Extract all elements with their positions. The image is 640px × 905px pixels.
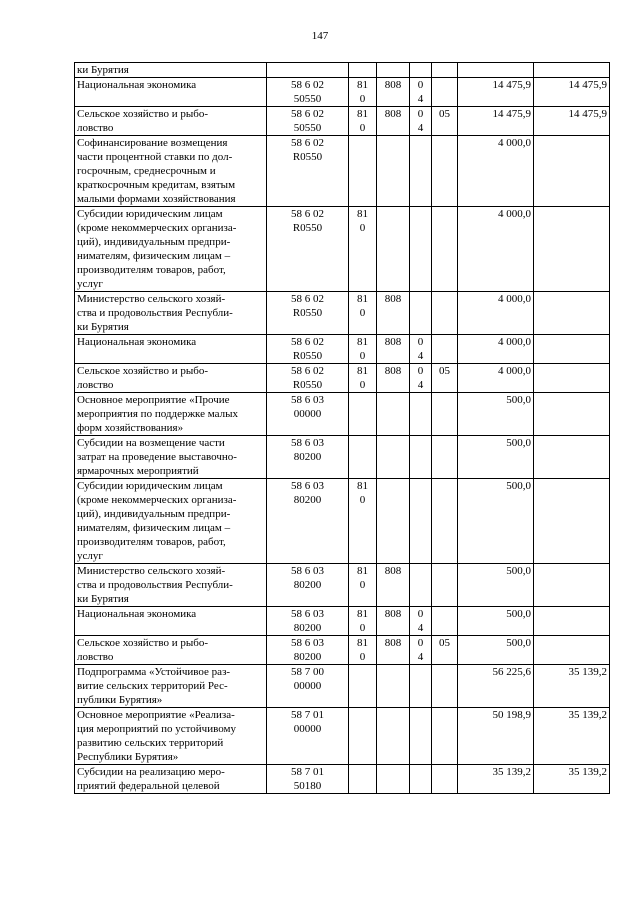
cell-expense-type-text: 81 0: [357, 208, 368, 234]
cell-subsection: [432, 78, 458, 107]
cell-subsection-text: 05: [439, 108, 450, 120]
cell-subsection: [432, 107, 458, 136]
cell-amount-total: [458, 765, 534, 794]
cell-amount-federal: [534, 765, 610, 794]
cell-section: [410, 78, 432, 107]
cell-ministry-code: [377, 436, 410, 479]
cell-amount-federal: [534, 207, 610, 292]
cell-amount-total-text: 4 000,0: [498, 336, 531, 348]
cell-target-code: [267, 564, 349, 607]
cell-item-name: [75, 63, 267, 78]
cell-amount-total: [458, 607, 534, 636]
cell-subsection: [432, 393, 458, 436]
cell-section: [410, 479, 432, 564]
cell-subsection: [432, 708, 458, 765]
cell-item-name-text: Основное мероприятие «Реализа- ция мероприятий по устойчивому развитию сельских территорий Республики Бурятия»: [77, 709, 236, 763]
cell-target-code-text: 58 6 03 00000: [291, 394, 324, 420]
table-row: [75, 63, 610, 78]
cell-item-name-text: Национальная экономика: [77, 336, 197, 348]
cell-expense-type-text: 81 0: [357, 565, 368, 591]
cell-subsection: [432, 63, 458, 78]
cell-ministry-code: [377, 479, 410, 564]
cell-subsection: [432, 335, 458, 364]
cell-ministry-code-text: 808: [384, 608, 402, 620]
cell-expense-type: [349, 479, 377, 564]
cell-subsection: [432, 436, 458, 479]
table-row: [75, 393, 610, 436]
cell-amount-federal: [534, 708, 610, 765]
cell-ministry-code: [377, 63, 410, 78]
cell-ministry-code: [377, 335, 410, 364]
cell-expense-type: [349, 335, 377, 364]
cell-ministry-code-text: 808: [384, 365, 402, 377]
cell-amount-total-text: 35 139,2: [492, 766, 531, 778]
cell-item-name: [75, 207, 267, 292]
table-row: [75, 765, 610, 794]
cell-section: [410, 393, 432, 436]
cell-item-name-text: Министерство сельского хозяй- ства и продовольствия Республи- ки Бурятия: [77, 293, 233, 333]
cell-expense-type: [349, 364, 377, 393]
cell-subsection: [432, 292, 458, 335]
cell-target-code-text: 58 6 03 80200: [291, 480, 324, 506]
cell-item-name-text: Софинансирование возмещения части процентной ставки по дол- госрочным, среднесрочным и краткосрочным кредитам, взятым малыми формами хозяйствования: [77, 137, 236, 205]
cell-subsection: [432, 636, 458, 665]
cell-item-name: [75, 136, 267, 207]
cell-amount-federal: [534, 665, 610, 708]
table-row: [75, 207, 610, 292]
cell-target-code: [267, 708, 349, 765]
cell-expense-type: [349, 607, 377, 636]
cell-amount-federal-text: 35 139,2: [568, 709, 607, 721]
cell-ministry-code-text: 808: [384, 293, 402, 305]
cell-item-name: [75, 564, 267, 607]
cell-ministry-code: [377, 107, 410, 136]
cell-expense-type-text: 81 0: [357, 608, 368, 634]
cell-expense-type: [349, 564, 377, 607]
cell-amount-federal: [534, 436, 610, 479]
cell-target-code-text: 58 6 02 R0550: [291, 208, 324, 234]
cell-expense-type: [349, 765, 377, 794]
table-row: [75, 78, 610, 107]
cell-target-code: [267, 292, 349, 335]
cell-ministry-code: [377, 636, 410, 665]
table-row: [75, 708, 610, 765]
table-row: [75, 665, 610, 708]
cell-amount-total-text: 500,0: [506, 608, 531, 620]
cell-amount-total-text: 14 475,9: [492, 108, 531, 120]
cell-section: [410, 636, 432, 665]
table-row: [75, 364, 610, 393]
cell-item-name-text: Субсидии на реализацию меро- приятий федеральной целевой: [77, 766, 225, 792]
cell-section-text: 0 4: [417, 336, 424, 362]
cell-item-name-text: Министерство сельского хозяй- ства и продовольствия Республи- ки Бурятия: [77, 565, 233, 605]
cell-expense-type-text: 81 0: [357, 108, 368, 134]
cell-section: [410, 292, 432, 335]
cell-target-code: [267, 136, 349, 207]
cell-subsection: [432, 765, 458, 794]
cell-amount-total-text: 4 000,0: [498, 208, 531, 220]
cell-item-name: [75, 393, 267, 436]
cell-section-text: 0 4: [417, 108, 424, 134]
cell-subsection: [432, 607, 458, 636]
cell-amount-federal: [534, 335, 610, 364]
cell-amount-federal: [534, 78, 610, 107]
cell-item-name-text: Основное мероприятие «Прочие мероприятия по поддержке малых форм хозяйствования»: [77, 394, 239, 434]
cell-item-name: [75, 607, 267, 636]
cell-amount-federal-text: 14 475,9: [568, 79, 607, 91]
cell-expense-type: [349, 636, 377, 665]
cell-expense-type: [349, 63, 377, 78]
table-row: [75, 136, 610, 207]
cell-section: [410, 364, 432, 393]
cell-section-text: 0 4: [417, 637, 424, 663]
cell-expense-type-text: 81 0: [357, 480, 368, 506]
cell-amount-federal: [534, 607, 610, 636]
cell-target-code: [267, 63, 349, 78]
cell-ministry-code-text: 808: [384, 637, 402, 649]
cell-target-code-text: 58 7 00 00000: [291, 666, 324, 692]
cell-target-code: [267, 665, 349, 708]
cell-target-code-text: 58 6 02 R0550: [291, 293, 324, 319]
cell-section: [410, 765, 432, 794]
cell-expense-type: [349, 107, 377, 136]
cell-amount-total: [458, 63, 534, 78]
cell-amount-total-text: 4 000,0: [498, 365, 531, 377]
cell-item-name: [75, 436, 267, 479]
cell-amount-total: [458, 136, 534, 207]
cell-amount-federal: [534, 636, 610, 665]
cell-target-code-text: 58 6 02 50550: [291, 108, 324, 134]
cell-amount-federal: [534, 393, 610, 436]
cell-expense-type-text: 81 0: [357, 637, 368, 663]
cell-expense-type: [349, 708, 377, 765]
cell-section: [410, 335, 432, 364]
cell-ministry-code-text: 808: [384, 565, 402, 577]
cell-amount-total: [458, 393, 534, 436]
cell-subsection-text: 05: [439, 365, 450, 377]
cell-target-code: [267, 364, 349, 393]
cell-item-name-text: Сельское хозяйство и рыбо- ловство: [77, 365, 209, 391]
cell-amount-total-text: 4 000,0: [498, 137, 531, 149]
cell-item-name-text: Сельское хозяйство и рыбо- ловство: [77, 637, 209, 663]
cell-section: [410, 136, 432, 207]
cell-ministry-code: [377, 607, 410, 636]
cell-amount-total: [458, 665, 534, 708]
cell-target-code: [267, 393, 349, 436]
table-row: [75, 564, 610, 607]
cell-item-name: [75, 364, 267, 393]
cell-target-code: [267, 436, 349, 479]
cell-target-code-text: 58 6 03 80200: [291, 437, 324, 463]
cell-amount-total-text: 500,0: [506, 637, 531, 649]
cell-item-name-text: Субсидии юридическим лицам (кроме некоммерческих организа- ций), индивидуальным предпри- нимателям, физическим лицам – производителям товаров, работ, услуг: [77, 480, 237, 562]
cell-expense-type: [349, 136, 377, 207]
cell-section: [410, 436, 432, 479]
cell-section: [410, 207, 432, 292]
cell-amount-total-text: 500,0: [506, 437, 531, 449]
cell-target-code: [267, 78, 349, 107]
table-row: [75, 479, 610, 564]
cell-amount-total-text: 500,0: [506, 480, 531, 492]
cell-target-code-text: 58 6 03 80200: [291, 565, 324, 591]
cell-subsection: [432, 364, 458, 393]
cell-expense-type-text: 81 0: [357, 79, 368, 105]
cell-target-code-text: 58 6 02 50550: [291, 79, 324, 105]
cell-section: [410, 564, 432, 607]
cell-item-name-text: Национальная экономика: [77, 608, 197, 620]
cell-amount-federal-text: 35 139,2: [568, 666, 607, 678]
cell-ministry-code: [377, 708, 410, 765]
cell-expense-type-text: 81 0: [357, 365, 368, 391]
cell-ministry-code: [377, 564, 410, 607]
page-number: 147: [311, 30, 329, 42]
cell-target-code: [267, 479, 349, 564]
cell-target-code-text: 58 6 03 80200: [291, 637, 324, 663]
cell-amount-total: [458, 335, 534, 364]
cell-section: [410, 665, 432, 708]
cell-subsection: [432, 136, 458, 207]
cell-section: [410, 63, 432, 78]
cell-item-name: [75, 335, 267, 364]
cell-section-text: 0 4: [417, 79, 424, 105]
cell-subsection: [432, 479, 458, 564]
cell-amount-total-text: 500,0: [506, 565, 531, 577]
cell-ministry-code: [377, 364, 410, 393]
cell-item-name: [75, 765, 267, 794]
cell-ministry-code: [377, 136, 410, 207]
cell-target-code: [267, 765, 349, 794]
cell-amount-total-text: 56 225,6: [492, 666, 531, 678]
cell-target-code: [267, 636, 349, 665]
cell-ministry-code: [377, 292, 410, 335]
cell-amount-total: [458, 708, 534, 765]
cell-amount-total: [458, 78, 534, 107]
cell-amount-federal-text: 35 139,2: [568, 766, 607, 778]
cell-item-name: [75, 78, 267, 107]
cell-subsection: [432, 207, 458, 292]
cell-ministry-code: [377, 207, 410, 292]
cell-item-name-text: Национальная экономика: [77, 79, 197, 91]
cell-target-code-text: 58 7 01 00000: [291, 709, 324, 735]
cell-amount-federal: [534, 292, 610, 335]
table-body: [75, 63, 610, 794]
cell-section-text: 0 4: [417, 365, 424, 391]
cell-expense-type: [349, 665, 377, 708]
cell-amount-total-text: 14 475,9: [492, 79, 531, 91]
cell-ministry-code: [377, 78, 410, 107]
cell-amount-total: [458, 479, 534, 564]
cell-amount-federal: [534, 136, 610, 207]
cell-item-name: [75, 107, 267, 136]
cell-expense-type: [349, 436, 377, 479]
cell-subsection: [432, 564, 458, 607]
cell-expense-type-text: 81 0: [357, 293, 368, 319]
cell-ministry-code: [377, 665, 410, 708]
cell-amount-total: [458, 292, 534, 335]
cell-amount-total: [458, 564, 534, 607]
cell-item-name-text: ки Бурятия: [77, 64, 129, 76]
cell-amount-federal: [534, 479, 610, 564]
cell-amount-total-text: 4 000,0: [498, 293, 531, 305]
cell-expense-type: [349, 78, 377, 107]
table-row: [75, 292, 610, 335]
cell-expense-type: [349, 207, 377, 292]
cell-amount-total: [458, 436, 534, 479]
table-row: [75, 436, 610, 479]
cell-expense-type: [349, 292, 377, 335]
cell-ministry-code-text: 808: [384, 336, 402, 348]
cell-amount-federal: [534, 107, 610, 136]
cell-section: [410, 107, 432, 136]
cell-item-name-text: Субсидии на возмещение части затрат на проведение выставочно- ярмарочных мероприятий: [77, 437, 237, 477]
table-row: [75, 636, 610, 665]
cell-item-name: [75, 479, 267, 564]
cell-target-code-text: 58 6 02 R0550: [291, 336, 324, 362]
cell-item-name: [75, 636, 267, 665]
cell-item-name: [75, 708, 267, 765]
cell-target-code-text: 58 6 03 80200: [291, 608, 324, 634]
cell-ministry-code: [377, 393, 410, 436]
cell-target-code: [267, 607, 349, 636]
cell-section: [410, 708, 432, 765]
cell-expense-type-text: 81 0: [357, 336, 368, 362]
cell-amount-total: [458, 207, 534, 292]
cell-amount-total: [458, 107, 534, 136]
cell-subsection-text: 05: [439, 637, 450, 649]
table-row: [75, 107, 610, 136]
cell-subsection: [432, 665, 458, 708]
cell-amount-federal: [534, 564, 610, 607]
cell-section-text: 0 4: [417, 608, 424, 634]
cell-amount-federal: [534, 63, 610, 78]
cell-expense-type: [349, 393, 377, 436]
cell-amount-total-text: 500,0: [506, 394, 531, 406]
cell-target-code: [267, 207, 349, 292]
cell-section: [410, 607, 432, 636]
cell-item-name-text: Подпрограмма «Устойчивое раз- витие сельских территорий Рес- публики Бурятия»: [77, 666, 231, 706]
budget-table: [74, 62, 610, 794]
cell-ministry-code-text: 808: [384, 108, 402, 120]
table-row: [75, 335, 610, 364]
cell-target-code: [267, 335, 349, 364]
cell-target-code-text: 58 7 01 50180: [291, 766, 324, 792]
cell-item-name-text: Сельское хозяйство и рыбо- ловство: [77, 108, 209, 134]
cell-item-name-text: Субсидии юридическим лицам (кроме некоммерческих организа- ций), индивидуальным предпри- нимателям, физическим лицам – производителям товаров, работ, услуг: [77, 208, 237, 290]
cell-amount-federal-text: 14 475,9: [568, 108, 607, 120]
cell-target-code: [267, 107, 349, 136]
cell-amount-total-text: 50 198,9: [492, 709, 531, 721]
cell-item-name: [75, 292, 267, 335]
cell-amount-total: [458, 636, 534, 665]
cell-ministry-code-text: 808: [384, 79, 402, 91]
cell-target-code-text: 58 6 02 R0550: [291, 137, 324, 163]
cell-target-code-text: 58 6 02 R0550: [291, 365, 324, 391]
cell-amount-total: [458, 364, 534, 393]
cell-amount-federal: [534, 364, 610, 393]
cell-ministry-code: [377, 765, 410, 794]
cell-item-name: [75, 665, 267, 708]
table-row: [75, 607, 610, 636]
